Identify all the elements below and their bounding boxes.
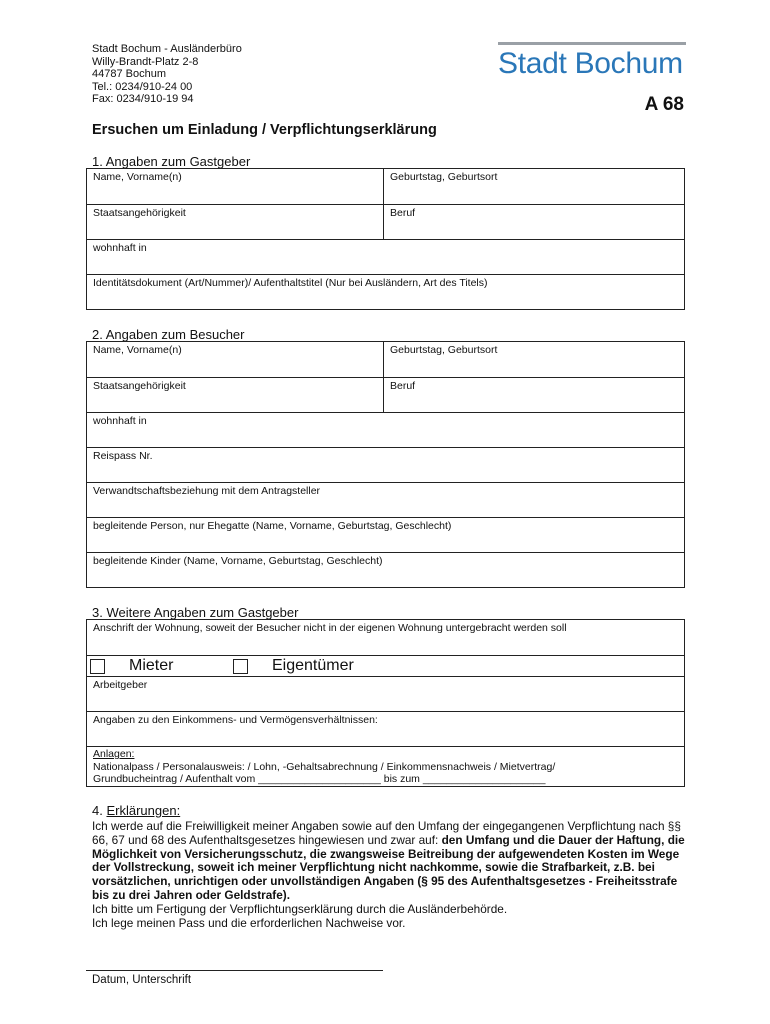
- section3-table: [86, 619, 685, 787]
- logo-text: Stadt Bochum: [498, 47, 683, 80]
- section2-table: [86, 341, 685, 588]
- section2-heading: 2. Angaben zum Besucher: [92, 327, 245, 342]
- attachments-block: [87, 747, 561, 786]
- address-line: 44787 Bochum: [92, 68, 166, 81]
- signature-line[interactable]: [86, 970, 383, 971]
- host-identity-field[interactable]: Identitätsdokument (Art/Nummer)/ Aufenthaltstitel (Nur bei Ausländern, Art des Titels): [93, 277, 488, 289]
- visitor-job-field[interactable]: Beruf: [390, 380, 416, 392]
- logo-bar: [498, 42, 686, 45]
- declaration-documents: Ich lege meinen Pass und die erforderlichen Nachweise vor.: [92, 915, 406, 930]
- tenant-label: Mieter: [129, 657, 174, 674]
- stadt-bochum-logo: [498, 42, 686, 81]
- visitor-relation-field[interactable]: Verwandtschaftsbeziehung mit dem Antragsteller: [93, 485, 321, 497]
- address-line: Tel.: 0234/910-24 00: [92, 80, 193, 93]
- owner-checkbox[interactable]: [233, 659, 248, 674]
- owner-label: Eigentümer: [272, 657, 354, 674]
- income-field[interactable]: Angaben zu den Einkommens- und Vermögensverhältnissen:: [93, 714, 378, 726]
- housing-type-row: [87, 655, 684, 676]
- section3-heading: 3. Weitere Angaben zum Gastgeber: [92, 605, 299, 620]
- host-birth-field[interactable]: Geburtstag, Geburtsort: [390, 171, 498, 183]
- visitor-birth-field[interactable]: Geburtstag, Geburtsort: [390, 344, 498, 356]
- host-nationality-field[interactable]: Staatsangehörigkeit: [87, 205, 384, 239]
- signature-label: Datum, Unterschrift: [92, 974, 192, 986]
- visitor-nationality-field[interactable]: Staatsangehörigkeit: [87, 378, 384, 412]
- visitor-residence-field[interactable]: wohnhaft in: [93, 415, 147, 427]
- declaration-paragraph: Ich werde auf die Freiwilligkeit meiner Angaben sowie auf den Umfang der eingegangenen Verpflichtung nach §§ 66, 67 und 68 des Aufenthaltsgesetzes hingewiesen und zwar auf: den Umfang und die Dauer der Haftung, die Möglichkeit von Versicherungsschutz, die zwangsweise Beitreibung der aufgewendeten Kosten im Wege der Vollstreckung, soweit ich meiner Verpflichtung nicht nachkomme, sowie die Strafbarkeit, z.B. bei vorsätzlichen, unrichtigen oder unvollständigen Angaben (§ 95 des Aufenthaltsgesetzes - Freiheitsstrafe bis zu drei Jahren oder Geldstrafe).: [92, 819, 685, 902]
- host-name-field[interactable]: Name, Vorname(n): [87, 169, 384, 204]
- page-title: Ersuchen um Einladung / Verpflichtungserklärung: [92, 122, 437, 138]
- attachments-line: Nationalpass / Personalausweis: / Lohn, -Gehaltsabrechnung / Einkommensnachweis / Mietvertrag/: [93, 760, 556, 773]
- section1-heading: 1. Angaben zum Gastgeber: [92, 154, 251, 169]
- declaration-text: [92, 820, 692, 930]
- visitor-passport-field[interactable]: Reispass Nr.: [93, 450, 153, 462]
- attachments-dates-line[interactable]: Grundbucheintrag / Aufenthalt vom _____________________ bis zum _____________________: [93, 773, 546, 785]
- visitor-children-field[interactable]: begleitende Kinder (Name, Vorname, Geburtstag, Geschlecht): [93, 555, 383, 567]
- host-apartment-field[interactable]: Anschrift der Wohnung, soweit der Besucher nicht in der eigenen Wohnung untergebracht werden soll: [93, 622, 567, 634]
- tenant-checkbox[interactable]: [90, 659, 105, 674]
- declaration-request: Ich bitte um Fertigung der Verpflichtungserklärung durch die Ausländerbehörde.: [92, 901, 508, 916]
- host-residence-field[interactable]: wohnhaft in: [93, 242, 147, 254]
- address-line: Fax: 0234/910-19 94: [92, 93, 194, 106]
- authority-address: [92, 43, 242, 106]
- visitor-companion-field[interactable]: begleitende Person, nur Ehegatte (Name, Vorname, Geburtstag, Geschlecht): [93, 520, 452, 532]
- section1-table: [86, 168, 685, 310]
- address-line: Willy-Brandt-Platz 2-8: [92, 55, 199, 68]
- attachments-label: Anlagen:: [93, 748, 135, 760]
- address-line: Stadt Bochum - Ausländerbüro: [92, 43, 242, 55]
- form-number: A 68: [644, 94, 684, 115]
- host-job-field[interactable]: Beruf: [390, 207, 416, 219]
- visitor-name-field[interactable]: Name, Vorname(n): [87, 342, 384, 377]
- section4-heading: 4. Erklärungen:: [92, 803, 181, 818]
- employer-field[interactable]: Arbeitgeber: [93, 679, 148, 691]
